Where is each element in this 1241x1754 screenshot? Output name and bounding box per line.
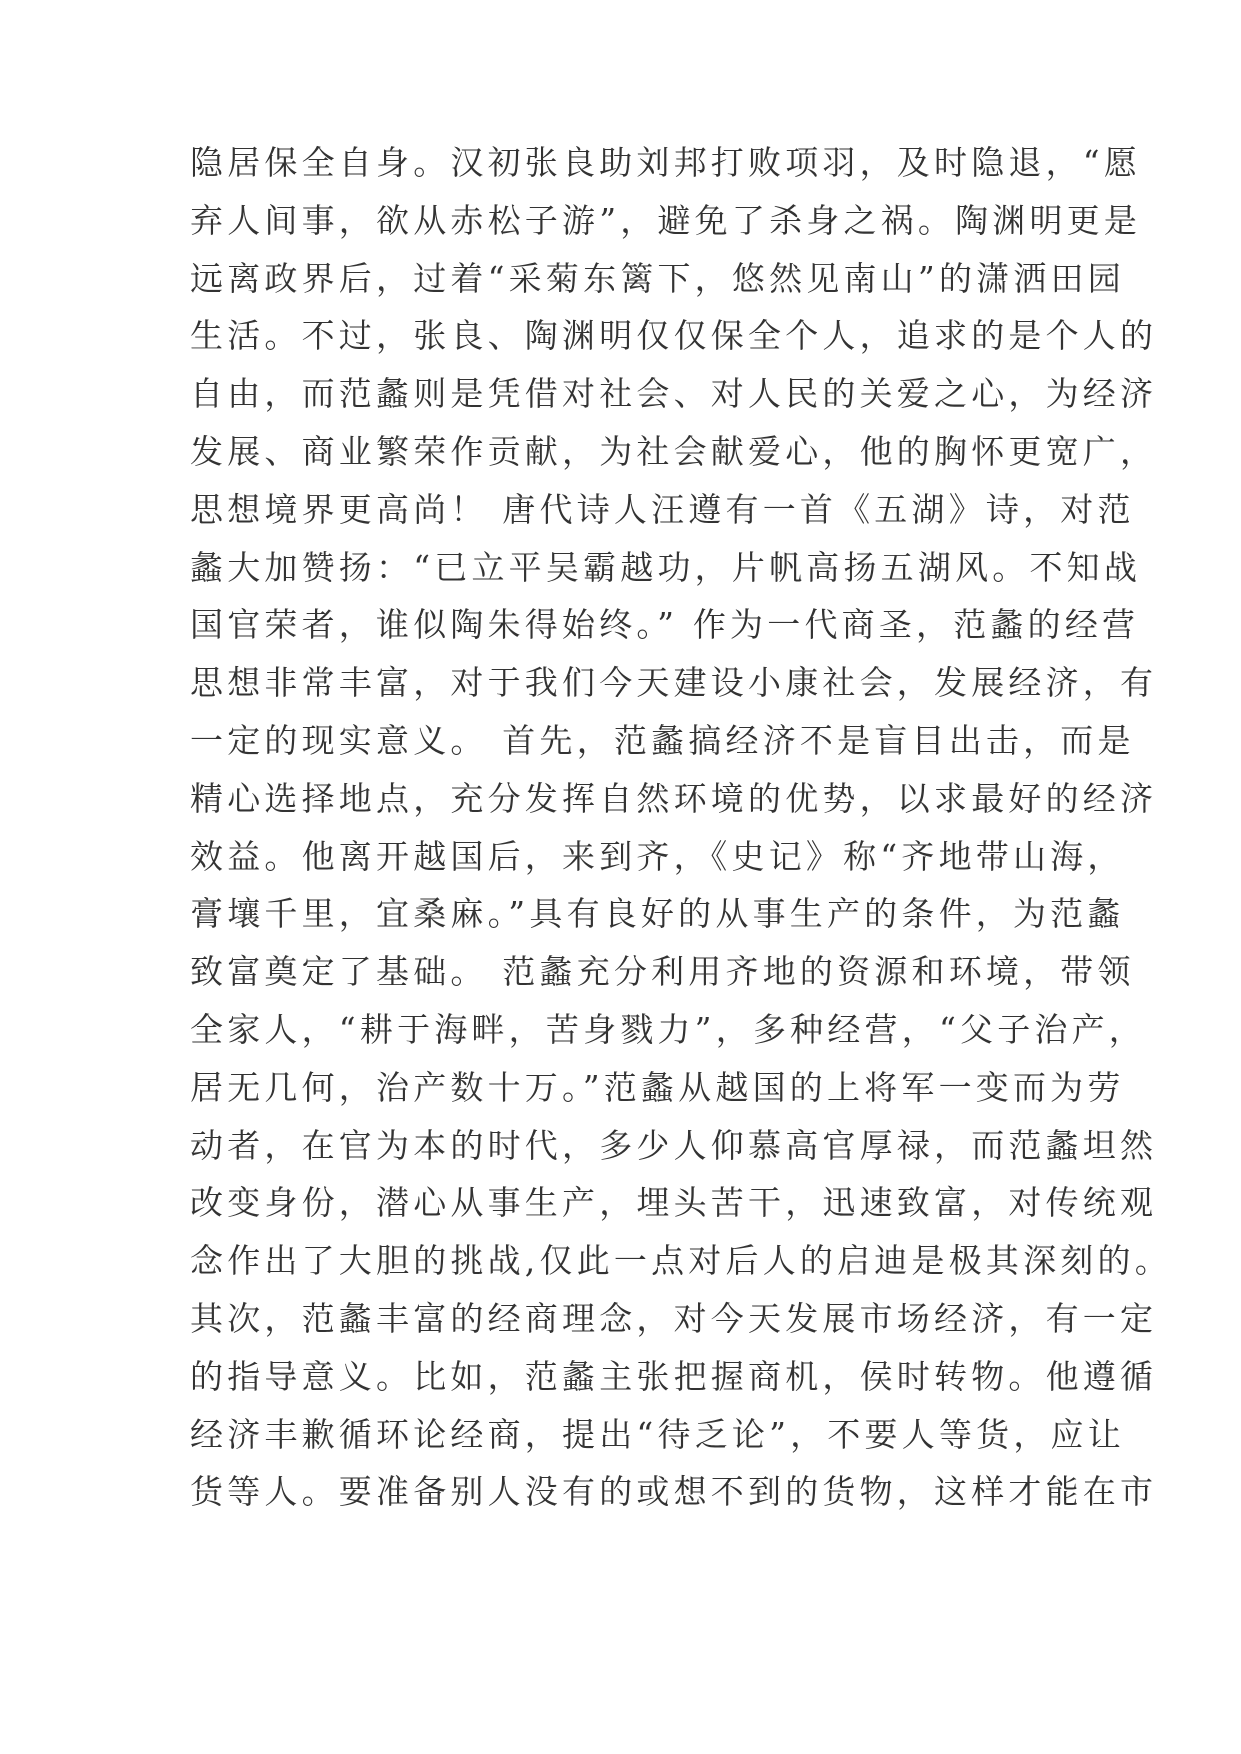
text-line: 效益。他离开越国后，来到齐，《史记》称“齐地带山海， [190,836,1125,876]
text-line: 国官荣者，谁似陶朱得始终。” 作为一代商圣，范蠡的经营 [190,605,1140,645]
text-line: 生活。不过，张良、陶渊明仅仅保全个人，追求的是个人的 [190,316,1158,356]
text-line: 居无几何，治产数十万。”范蠡从越国的上将军一变而为劳 [190,1067,1125,1107]
text-line: 思想境界更高尚！ 唐代诗人汪遵有一首《五湖》诗，对范 [190,489,1135,529]
text-line: 经济丰歉循环论经商，提出“待乏论”，不要人等货，应让 [190,1414,1125,1454]
text-line: 膏壤千里，宜桑麻。”具有良好的从事生产的条件，为范蠡 [190,894,1125,934]
text-line: 的指导意义。比如，范蠡主张把握商机，侯时转物。他遵循 [190,1356,1158,1396]
text-line: 弃人间事，欲从赤松子游”，避免了杀身之祸。陶渊明更是 [190,200,1142,240]
text-line: 思想非常丰富，对于我们今天建设小康社会，发展经济，有 [190,663,1158,703]
text-line: 精心选择地点，充分发挥自然环境的优势，以求最好的经济 [190,778,1158,818]
text-line: 一定的现实意义。 首先，范蠡搞经济不是盲目出击，而是 [190,720,1135,760]
text-line: 发展、商业繁荣作贡献，为社会献爱心，他的胸怀更宽广， [190,431,1158,471]
body-text [190,134,1172,1521]
text-line: 全家人，“耕于海畔，苦身戮力”，多种经营，“父子治产， [190,1009,1147,1049]
text-line: 动者，在官为本的时代，多少人仰慕高官厚禄，而范蠡坦然 [190,1125,1158,1165]
text-line: 致富奠定了基础。 范蠡充分利用齐地的资源和环境，带领 [190,952,1135,992]
text-line: 改变身份，潜心从事生产，埋头苦干，迅速致富，对传统观 [190,1183,1158,1223]
text-line: 货等人。要准备别人没有的或想不到的货物，这样才能在市 [190,1472,1158,1512]
text-line: 自由，而范蠡则是凭借对社会、对人民的关爱之心，为经济 [190,374,1158,414]
text-line: 念作出了大胆的挑战,仅此一点对后人的启迪是极其深刻的。 [190,1241,1172,1281]
text-line: 隐居保全自身。汉初张良助刘邦打败项羽，及时隐退，“愿 [190,143,1142,182]
text-line: 蠡大加赞扬：“已立平吴霸越功，片帆高扬五湖风。不知战 [190,547,1142,587]
text-line: 远离政界后，过着“采菊东篱下，悠然见南山”的潇洒田园 [190,258,1125,298]
text-line: 其次，范蠡丰富的经商理念，对今天发展市场经济，有一定 [190,1298,1158,1338]
